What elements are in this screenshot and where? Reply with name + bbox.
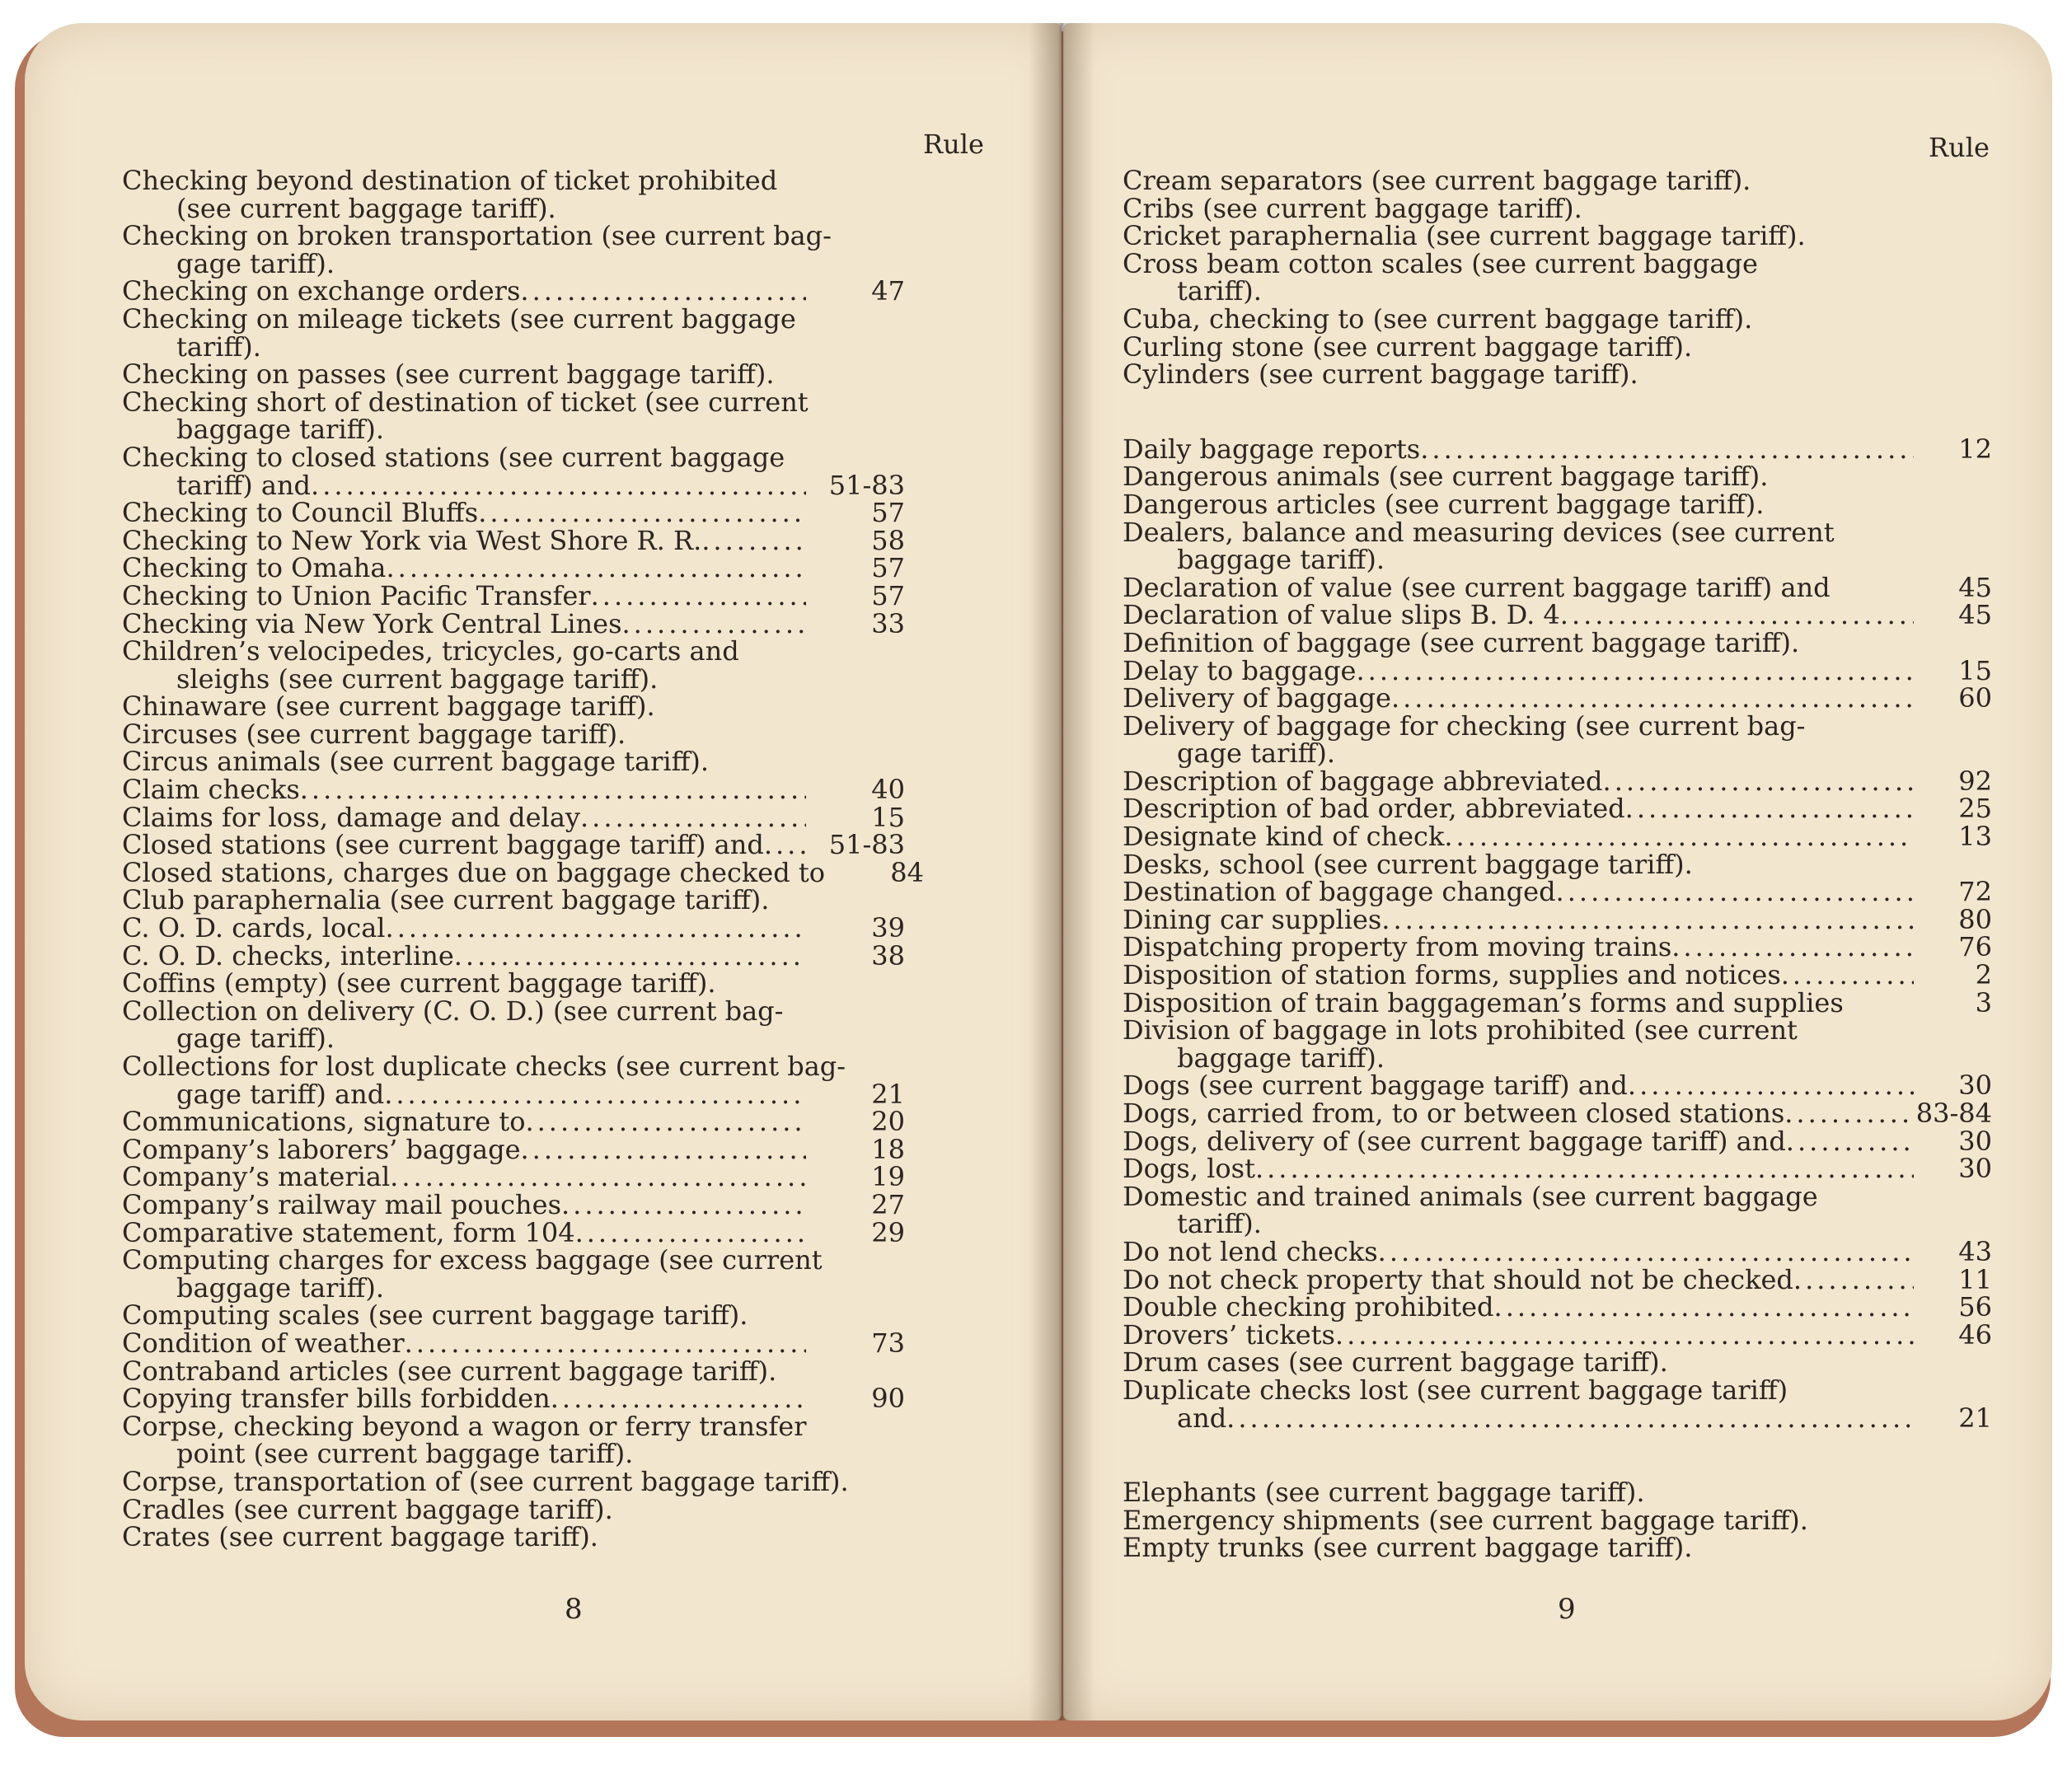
leader-dots	[1603, 768, 1914, 796]
rule-number: 51-83	[828, 829, 905, 861]
entry-text: Checking to Omaha	[122, 552, 387, 584]
index-entry	[1123, 682, 1992, 714]
index-entry	[122, 1188, 905, 1220]
entry-text: tariff).	[1177, 275, 1262, 307]
index-entry	[1123, 1346, 1992, 1379]
rule-number: 45	[1958, 599, 1992, 631]
entry-text: Checking beyond destination of ticket prohibited	[122, 165, 778, 196]
entry-text: (see current baggage tariff).	[176, 192, 556, 224]
entry-text: Domestic and trained animals (see current baggage	[1123, 1180, 1818, 1212]
leader-dots	[386, 915, 806, 943]
entry-text: Collection on delivery (C. O. D.) (see current bag-	[122, 995, 784, 1027]
index-entry	[1123, 599, 1992, 631]
index-entry	[122, 1521, 905, 1553]
entry-text: Collections for lost duplicate checks (see current bag-	[122, 1051, 846, 1082]
index-entry	[1123, 433, 1992, 465]
index-entry	[122, 330, 905, 363]
index-entry	[122, 776, 905, 804]
index-entry	[122, 247, 905, 279]
rule-number: 58	[871, 524, 905, 556]
entry-text: Declaration of value (see current baggage tariff) and	[1123, 571, 1831, 603]
entry-text: Cuba, checking to (see current baggage tariff).	[1123, 302, 1753, 335]
index-entry	[122, 939, 905, 971]
leader-dots	[1494, 1294, 1914, 1322]
index-entry	[1123, 1479, 1992, 1507]
index-entry	[122, 1327, 905, 1359]
index-column-right	[1123, 167, 1992, 1562]
index-entry	[122, 1078, 905, 1110]
rule-number: 80	[1958, 903, 1992, 935]
index-entry	[122, 856, 924, 888]
index-entry	[1123, 737, 1992, 770]
entry-text: tariff).	[1177, 1208, 1262, 1240]
rule-number: 46	[1958, 1318, 1992, 1351]
entry-text: Drovers’ tickets	[1123, 1318, 1335, 1351]
entry-text: Dogs (see current baggage tariff) and	[1123, 1070, 1628, 1102]
index-entry	[122, 607, 905, 639]
index-entry	[1123, 1014, 1992, 1046]
leader-dots	[1420, 436, 1914, 464]
rule-number: 27	[871, 1188, 905, 1220]
leader-dots	[520, 278, 806, 306]
entry-text: Declaration of value slips B. D. 4	[1123, 599, 1560, 631]
index-entry	[1123, 1210, 1992, 1238]
index-entry	[122, 831, 905, 859]
entry-text: gage tariff).	[1177, 737, 1336, 770]
leader-dots	[580, 804, 806, 832]
rule-number: 30	[1958, 1153, 1992, 1185]
leader-dots	[561, 1191, 806, 1220]
index-entry	[122, 1244, 905, 1276]
index-entry	[122, 1465, 905, 1497]
leader-dots	[1628, 1072, 1914, 1100]
leader-dots	[386, 555, 806, 583]
entry-text: Do not check property that should not be checked	[1123, 1263, 1793, 1295]
leader-dots	[1356, 658, 1914, 686]
entry-text: Delay to baggage	[1123, 654, 1357, 686]
index-entry	[122, 416, 905, 444]
leader-dots	[1784, 1100, 1914, 1128]
index-entry	[122, 167, 905, 195]
entry-text: Checking on exchange orders	[122, 275, 521, 307]
entry-text: Circus animals (see current baggage tariff).	[122, 746, 710, 778]
index-entry	[122, 358, 905, 391]
entry-text: Checking via New York Central Lines	[122, 607, 622, 639]
entry-text: Checking short of destination of ticket (see current	[122, 386, 809, 418]
index-entry	[1123, 1235, 1992, 1267]
entry-text: sleighs (see current baggage tariff).	[176, 662, 659, 695]
entry-text: Do not lend checks	[1123, 1235, 1378, 1267]
rule-number: 30	[1958, 1125, 1992, 1157]
rule-column-header: Rule	[923, 129, 984, 160]
entry-text: Company’s railway mail pouches	[122, 1188, 561, 1220]
rule-number: 29	[871, 1216, 905, 1248]
leader-dots	[1556, 878, 1914, 906]
leader-dots	[701, 527, 806, 555]
rule-number: 83-84	[1915, 1098, 1992, 1129]
entry-text: Condition of weather	[122, 1327, 405, 1359]
leader-dots	[1255, 1155, 1914, 1183]
entry-text: Closed stations (see current baggage tariff) and	[122, 829, 764, 861]
entry-text: Claims for loss, damage and delay	[122, 801, 580, 833]
index-entry	[1123, 571, 1992, 603]
index-entry	[122, 1271, 905, 1304]
entry-text: Double checking prohibited	[1123, 1291, 1494, 1323]
index-entry	[122, 302, 905, 335]
leader-dots	[311, 472, 806, 500]
leader-dots	[551, 1385, 806, 1413]
page-number: 8	[565, 1593, 583, 1626]
entry-text: Dogs, delivery of (see current baggage tariff) and	[1123, 1125, 1786, 1157]
leader-dots	[454, 943, 806, 971]
rule-number: 2	[1975, 959, 1992, 991]
index-entry	[122, 222, 905, 250]
index-entry	[122, 386, 905, 418]
entry-text: Description of baggage abbreviated	[1123, 765, 1603, 797]
rule-number: 11	[1958, 1263, 1992, 1295]
entry-text: Delivery of baggage for checking (see current bag-	[1123, 709, 1806, 742]
entry-text: C. O. D. cards, local	[122, 912, 386, 944]
index-entry	[1123, 275, 1992, 307]
rule-number: 33	[871, 607, 905, 639]
entry-text: point (see current baggage tariff).	[176, 1438, 634, 1470]
leader-dots	[1335, 1322, 1914, 1350]
entry-text: Cross beam cotton scales (see current baggage	[1123, 247, 1758, 279]
leader-dots	[1625, 795, 1914, 823]
entry-text: Coffins (empty) (see current baggage tariff).	[122, 967, 716, 1000]
entry-text: Copying transfer bills forbidden	[122, 1383, 551, 1415]
index-entry	[122, 884, 905, 916]
leader-dots	[478, 499, 806, 527]
entry-text: Corpse, checking beyond a wagon or ferry transfer	[122, 1410, 807, 1442]
index-column-left	[122, 165, 924, 1553]
rule-number: 84	[890, 856, 924, 888]
index-entry	[1123, 488, 1992, 520]
entry-text: gage tariff) and	[176, 1078, 385, 1110]
entry-text: Checking on broken transportation (see current bag-	[122, 220, 832, 252]
section-gap	[1123, 389, 1992, 436]
index-entry	[122, 748, 905, 776]
rule-number: 57	[871, 579, 905, 611]
rule-number: 43	[1958, 1235, 1992, 1267]
index-entry	[122, 1493, 905, 1525]
entry-text: Dispatching property from moving trains	[1123, 931, 1672, 963]
index-entry	[1123, 358, 1992, 391]
leader-dots	[1378, 1238, 1914, 1266]
rule-number: 25	[1958, 793, 1992, 825]
index-entry	[1123, 1291, 1992, 1323]
entry-text: gage tariff).	[176, 247, 335, 279]
rule-number: 47	[871, 275, 905, 307]
rule-number: 57	[871, 552, 905, 584]
index-entry	[122, 1216, 905, 1248]
entry-text: tariff).	[176, 330, 261, 363]
rule-number: 19	[871, 1161, 905, 1193]
book-gutter	[1029, 23, 1095, 1720]
index-entry	[122, 469, 905, 501]
rule-number: 45	[1958, 571, 1992, 603]
entry-text: Checking to closed stations (see current baggage	[122, 441, 785, 473]
entry-text: Communications, signature to	[122, 1106, 526, 1138]
index-entry	[122, 1385, 905, 1413]
index-entry	[1123, 1374, 1992, 1406]
entry-text: and	[1177, 1402, 1227, 1434]
index-entry	[1123, 1402, 1992, 1434]
rule-number: 3	[1975, 986, 1992, 1018]
index-entry	[122, 441, 905, 473]
leader-dots	[405, 1330, 806, 1358]
index-entry	[1123, 222, 1992, 250]
entry-text: Curling stone (see current baggage tariff).	[1123, 330, 1693, 363]
leader-dots	[1391, 685, 1914, 713]
entry-text: Circuses (see current baggage tariff).	[122, 718, 626, 750]
index-entry	[122, 1299, 905, 1332]
index-entry	[1123, 903, 1992, 935]
rule-number: 39	[871, 912, 905, 944]
rule-number: 13	[1958, 821, 1992, 853]
index-entry	[1123, 302, 1992, 335]
index-entry	[1123, 1180, 1992, 1212]
entry-text: Checking to Council Bluffs	[122, 497, 479, 529]
index-entry	[122, 693, 905, 721]
rule-number: 15	[1958, 654, 1992, 686]
entry-text: Checking on mileage tickets (see current baggage	[122, 302, 796, 335]
leader-dots	[1793, 1266, 1914, 1294]
leader-dots	[1226, 1405, 1914, 1433]
rule-number: 20	[871, 1106, 905, 1138]
entry-text: Cream separators (see current baggage tariff).	[1123, 165, 1751, 196]
entry-text: Empty trunks (see current baggage tariff).	[1123, 1532, 1693, 1564]
entry-text: Cylinders (see current baggage tariff).	[1123, 358, 1638, 391]
index-entry	[1123, 192, 1992, 224]
entry-text: Elephants (see current baggage tariff).	[1123, 1477, 1645, 1509]
index-entry	[1123, 1534, 1992, 1562]
entry-text: Desks, school (see current baggage tariff).	[1123, 848, 1693, 880]
rule-number: 40	[871, 774, 905, 806]
entry-text: Corpse, transportation of (see current baggage tariff).	[122, 1465, 849, 1497]
entry-text: Computing scales (see current baggage tariff).	[122, 1299, 748, 1332]
entry-text: Description of bad order, abbreviated	[1123, 793, 1625, 825]
entry-text: Dining car supplies	[1123, 903, 1382, 935]
index-entry	[122, 635, 905, 667]
index-entry	[122, 1133, 905, 1165]
rule-number: 72	[1958, 876, 1992, 908]
page-number: 9	[1558, 1593, 1576, 1626]
index-entry	[1123, 626, 1992, 658]
entry-text: Club paraphernalia (see current baggage tariff).	[122, 884, 770, 916]
leader-dots	[525, 1108, 806, 1136]
index-entry	[1123, 546, 1992, 574]
entry-text: Children’s velocipedes, tricycles, go-carts and	[122, 635, 739, 667]
entry-text: Company’s material	[122, 1161, 391, 1193]
index-entry	[122, 662, 905, 695]
entry-text: Contraband articles (see current baggage tariff).	[122, 1355, 777, 1387]
entry-text: Cricket paraphernalia (see current baggage tariff).	[1123, 220, 1806, 252]
index-entry	[1123, 709, 1992, 742]
entry-text: Checking on passes (see current baggage tariff).	[122, 358, 775, 391]
index-entry	[1123, 1072, 1992, 1100]
index-entry	[122, 579, 905, 611]
entry-text: Destination of baggage changed	[1123, 876, 1556, 908]
leader-dots	[1444, 823, 1914, 851]
rule-number: 12	[1958, 433, 1992, 465]
index-entry	[1123, 1042, 1992, 1074]
rule-number: 38	[871, 939, 905, 971]
rule-number: 30	[1958, 1070, 1992, 1102]
entry-text: gage tariff).	[176, 1023, 335, 1055]
entry-text: Comparative statement, form 104	[122, 1216, 575, 1248]
leader-dots	[521, 1136, 807, 1164]
index-entry	[122, 995, 905, 1027]
leader-dots	[384, 1081, 806, 1109]
index-entry	[122, 801, 905, 833]
index-entry	[122, 1053, 905, 1081]
index-entry	[1123, 330, 1992, 363]
index-entry	[122, 192, 905, 224]
index-entry	[1123, 654, 1992, 686]
entry-text: Computing charges for excess baggage (see current	[122, 1244, 823, 1276]
entry-text: baggage tariff).	[176, 1271, 385, 1304]
leader-dots	[1671, 934, 1914, 962]
right-page	[1063, 23, 2052, 1720]
leader-dots	[1560, 602, 1914, 630]
index-entry	[1123, 986, 1992, 1018]
entry-text: Checking to Union Pacific Transfer	[122, 579, 591, 611]
entry-text: baggage tariff).	[1177, 544, 1385, 576]
entry-text: Delivery of baggage	[1123, 682, 1391, 714]
rule-number: 90	[871, 1383, 905, 1415]
leader-dots	[622, 611, 807, 639]
index-entry	[1123, 823, 1992, 851]
leader-dots	[764, 831, 806, 859]
leader-dots	[575, 1220, 806, 1248]
rule-number: 56	[1958, 1291, 1992, 1323]
index-entry	[1123, 1318, 1992, 1351]
index-entry	[122, 718, 905, 750]
entry-text: Designate kind of check	[1123, 821, 1445, 853]
entry-text: Emergency shipments (see current baggage tariff).	[1123, 1504, 1808, 1536]
entry-text: Disposition of station forms, supplies and notices	[1123, 959, 1781, 991]
rule-number: 57	[871, 497, 905, 529]
rule-number: 60	[1958, 682, 1992, 714]
index-entry	[1123, 959, 1992, 991]
index-entry	[122, 1025, 905, 1053]
entry-text: Duplicate checks lost (see current baggage tariff)	[1123, 1374, 1788, 1406]
entry-text: Definition of baggage (see current baggage tariff).	[1123, 626, 1800, 658]
index-entry	[122, 552, 905, 584]
entry-text: Closed stations, charges due on baggage checked to	[122, 856, 825, 888]
rule-number: 21	[871, 1078, 905, 1110]
index-entry	[122, 967, 905, 1000]
entry-text: Cribs (see current baggage tariff).	[1123, 192, 1582, 224]
index-entry	[122, 912, 905, 944]
entry-text: baggage tariff).	[1177, 1042, 1385, 1074]
index-entry	[1123, 795, 1992, 823]
entry-text: Dangerous animals (see current baggage tariff).	[1123, 461, 1769, 493]
section-gap	[1123, 1432, 1992, 1479]
index-entry	[1123, 1125, 1992, 1157]
entry-text: Dealers, balance and measuring devices (see current	[1123, 516, 1835, 548]
leader-dots	[390, 1163, 806, 1191]
index-entry	[122, 275, 905, 307]
entry-text: Division of baggage in lots prohibited (see current	[1123, 1014, 1798, 1046]
index-entry	[1123, 1100, 1992, 1128]
rule-column-header: Rule	[1929, 132, 1990, 163]
entry-text: Claim checks	[122, 774, 300, 806]
index-entry	[1123, 1504, 1992, 1536]
entry-text: Dogs, lost	[1123, 1153, 1255, 1185]
entry-text: Daily baggage reports	[1123, 433, 1421, 465]
entry-text: C. O. D. checks, interline	[122, 939, 454, 971]
rule-number: 51-83	[828, 469, 905, 501]
rule-number: 18	[871, 1133, 905, 1165]
index-entry	[122, 1163, 905, 1191]
index-entry	[122, 1108, 905, 1136]
index-entry	[122, 499, 905, 527]
index-entry	[122, 1410, 905, 1442]
index-entry	[1123, 765, 1992, 797]
leader-dots	[1786, 1128, 1914, 1156]
rule-number: 15	[871, 801, 905, 833]
index-entry	[1123, 878, 1992, 906]
entry-text: Chinaware (see current baggage tariff).	[122, 691, 655, 723]
index-entry	[122, 1355, 905, 1387]
leader-dots	[1781, 962, 1914, 990]
open-book	[15, 23, 2059, 1737]
entry-text: Disposition of train baggageman’s forms and supplies	[1123, 986, 1844, 1018]
entry-text: Dogs, carried from, to or between closed stations	[1123, 1098, 1785, 1129]
index-entry	[1123, 247, 1992, 279]
rule-number: 73	[871, 1327, 905, 1359]
index-entry	[122, 524, 905, 556]
leader-dots	[1381, 906, 1914, 934]
entry-text: Dangerous articles (see current baggage tariff).	[1123, 488, 1765, 520]
index-entry	[1123, 167, 1992, 195]
index-entry	[122, 1440, 905, 1468]
rule-number: 92	[1958, 765, 1992, 797]
entry-text: Cradles (see current baggage tariff).	[122, 1493, 613, 1525]
index-entry	[1123, 848, 1992, 880]
entry-text: baggage tariff).	[176, 414, 385, 446]
index-entry	[1123, 516, 1992, 548]
leader-dots	[300, 776, 806, 804]
index-entry	[1123, 931, 1992, 963]
index-entry	[1123, 463, 1992, 491]
leader-dots	[591, 583, 806, 611]
rule-number: 76	[1958, 931, 1992, 963]
index-entry	[1123, 1263, 1992, 1295]
index-entry	[1123, 1155, 1992, 1183]
entry-text: tariff) and	[176, 469, 312, 501]
entry-text: Drum cases (see current baggage tariff).	[1123, 1346, 1668, 1379]
rule-number: 21	[1958, 1402, 1992, 1434]
entry-text: Checking to New York via West Shore R. R.	[122, 524, 702, 556]
entry-text: Crates (see current baggage tariff).	[122, 1521, 598, 1553]
left-page	[25, 23, 1062, 1720]
entry-text: Company’s laborers’ baggage	[122, 1133, 521, 1165]
